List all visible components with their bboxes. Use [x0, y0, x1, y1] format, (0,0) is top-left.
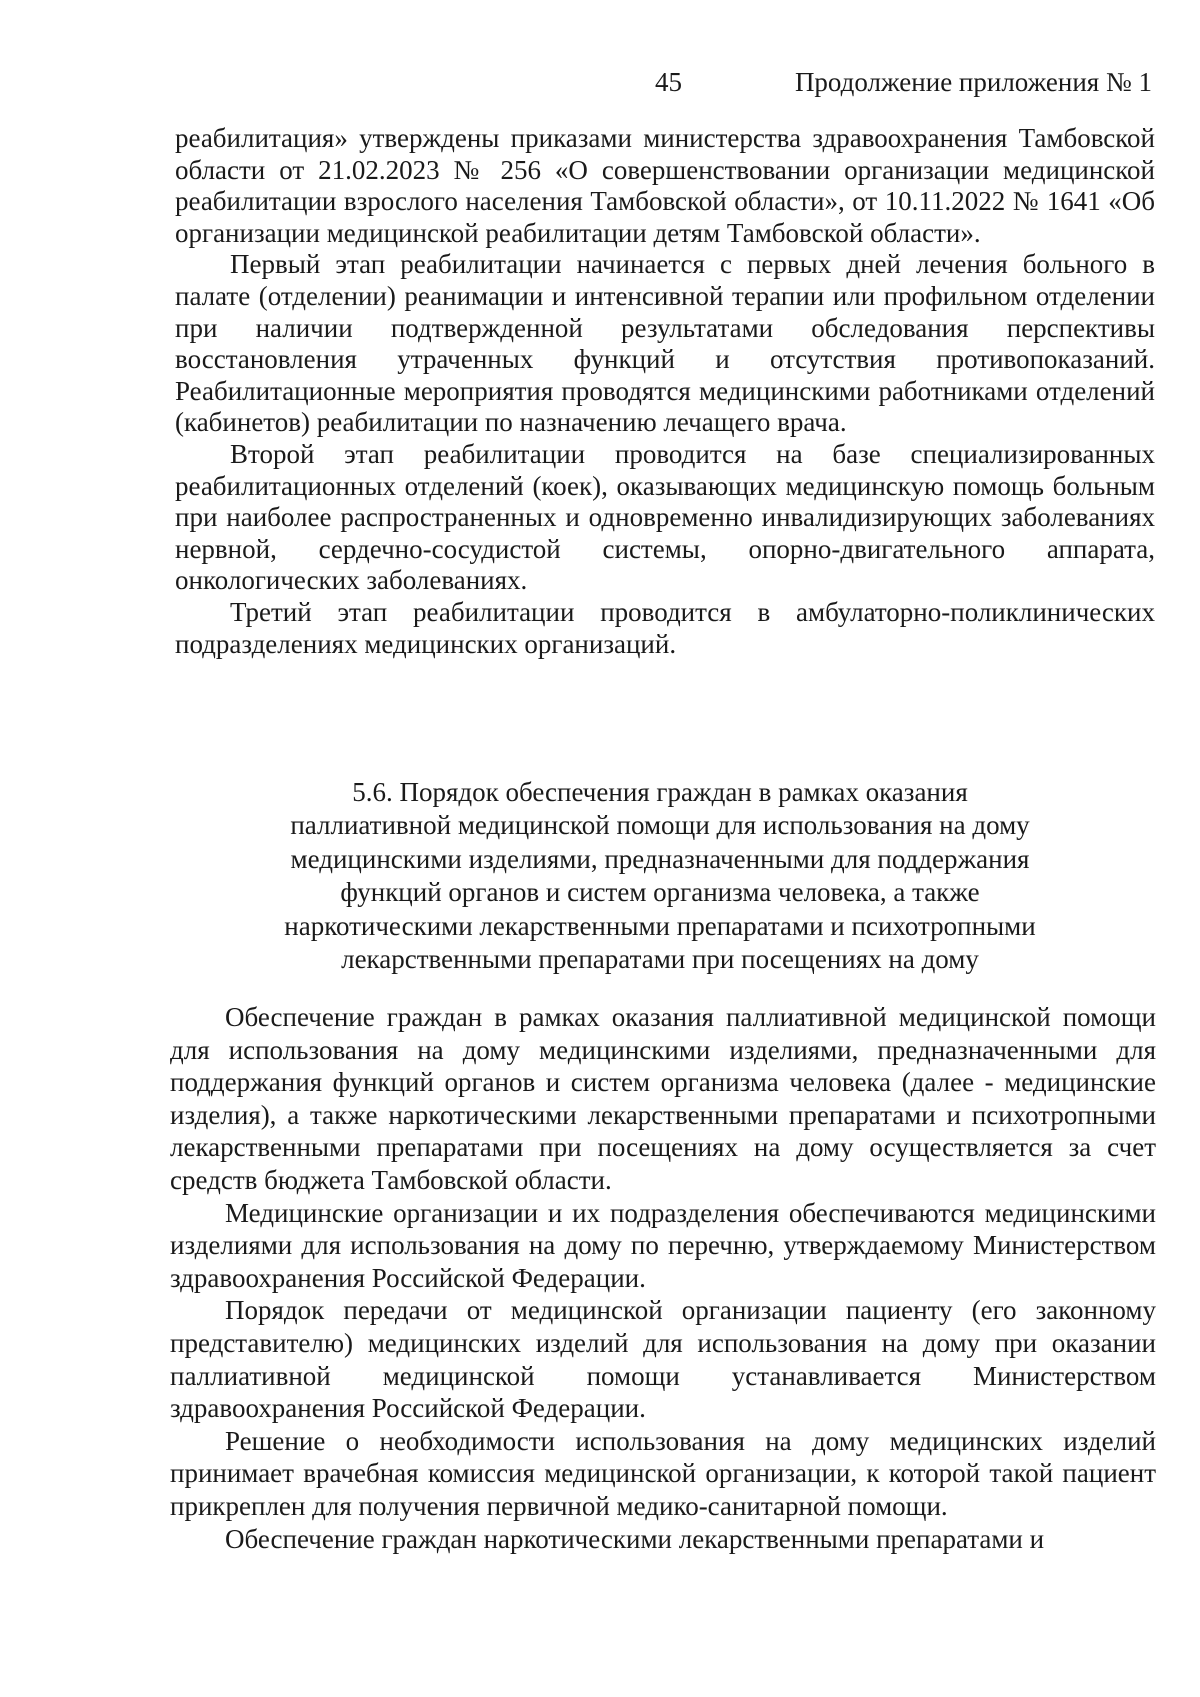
- section-heading-line: наркотическими лекарственными препаратами и психотропными: [284, 910, 1036, 941]
- body-text-top: [175, 123, 1155, 660]
- section-heading-line: функций органов и систем организма человека, а также: [340, 877, 980, 908]
- body-text-bottom: [170, 1001, 1156, 1555]
- paragraph-first-stage: Первый этап реабилитации начинается с первых дней лечения больного в палате (отделении) реанимации и интенсивной терапии или профильном отделении при наличии подтвержденной результатами обследования перспективы восстановления утраченных функций и отсутствия противопоказаний. Реабилитационные мероприятия проводятся медицинскими работниками отделений (кабинетов) реабилитации по назначению лечащего врача.: [175, 249, 1155, 438]
- paragraph-palliative-funding: Обеспечение граждан в рамках оказания паллиативной медицинской помощи для использования на дому медицинскими изделиями, предназначенными для поддержания функций органов и систем организма человека (далее - медицинские изделия), а также наркотическими лекарственными препаратами и психотропными лекарственными препаратами при посещениях на дому осуществляется за счет средств бюджета Тамбовской области.: [170, 1002, 1156, 1195]
- section-heading-line: паллиативной медицинской помощи для использования на дому: [290, 810, 1030, 841]
- section-heading-line: медицинскими изделиями, предназначенными для поддержания: [290, 843, 1030, 874]
- page-number: 45: [655, 67, 682, 97]
- paragraph-device-list: Медицинские организации и их подразделения обеспечиваются медицинскими изделиями для использования на дому по перечню, утверждаемому Министерством здравоохранения Российской Федерации.: [170, 1197, 1156, 1293]
- section-heading-line: 5.6. Порядок обеспечения граждан в рамках оказания: [352, 777, 968, 807]
- section-heading: [240, 776, 1080, 976]
- paragraph-second-stage: Второй этап реабилитации проводится на базе специализированных реабилитационных отделений (коек), оказывающих медицинскую помощь больным при наиболее распространенных и одновременно инвалидизирующих заболеваниях нервной, сердечно-сосудистой системы, опорно-двигательного аппарата, онкологических заболеваниях.: [175, 438, 1155, 596]
- appendix-continuation-label: Продолжение приложения № 1: [794, 67, 1152, 97]
- paragraph-transfer-order: Порядок передачи от медицинской организации пациенту (его законному представителю) медицинских изделий для использования на дому при оказании паллиативной медицинской помощи устанавливается Министерством здравоохранения Российской Федерации.: [170, 1295, 1156, 1424]
- section-heading-line: лекарственными препаратами при посещениях на дому: [341, 944, 979, 975]
- paragraph-commission-decision: Решение о необходимости использования на дому медицинских изделий принимает врачебная комиссия медицинской организации, к которой такой пациент прикреплен для получения первичной медико-санитарной помощи.: [170, 1425, 1156, 1521]
- paragraph-third-stage: Третий этап реабилитации проводится в амбулаторно-поликлинических подразделениях медицинских организаций.: [175, 596, 1155, 659]
- paragraph-rehab-orders: реабилитация» утверждены приказами министерства здравоохранения Тамбовской области от 21.02.2023 № 256 «О совершенствовании организации медицинской реабилитации взрослого населения Тамбовской области», от 10.11.2022 № 1641 «Об организации медицинской реабилитации детям Тамбовской области».: [175, 123, 1155, 248]
- paragraph-narcotic-provision: Обеспечение граждан наркотическими лекарственными препаратами и: [225, 1523, 1045, 1554]
